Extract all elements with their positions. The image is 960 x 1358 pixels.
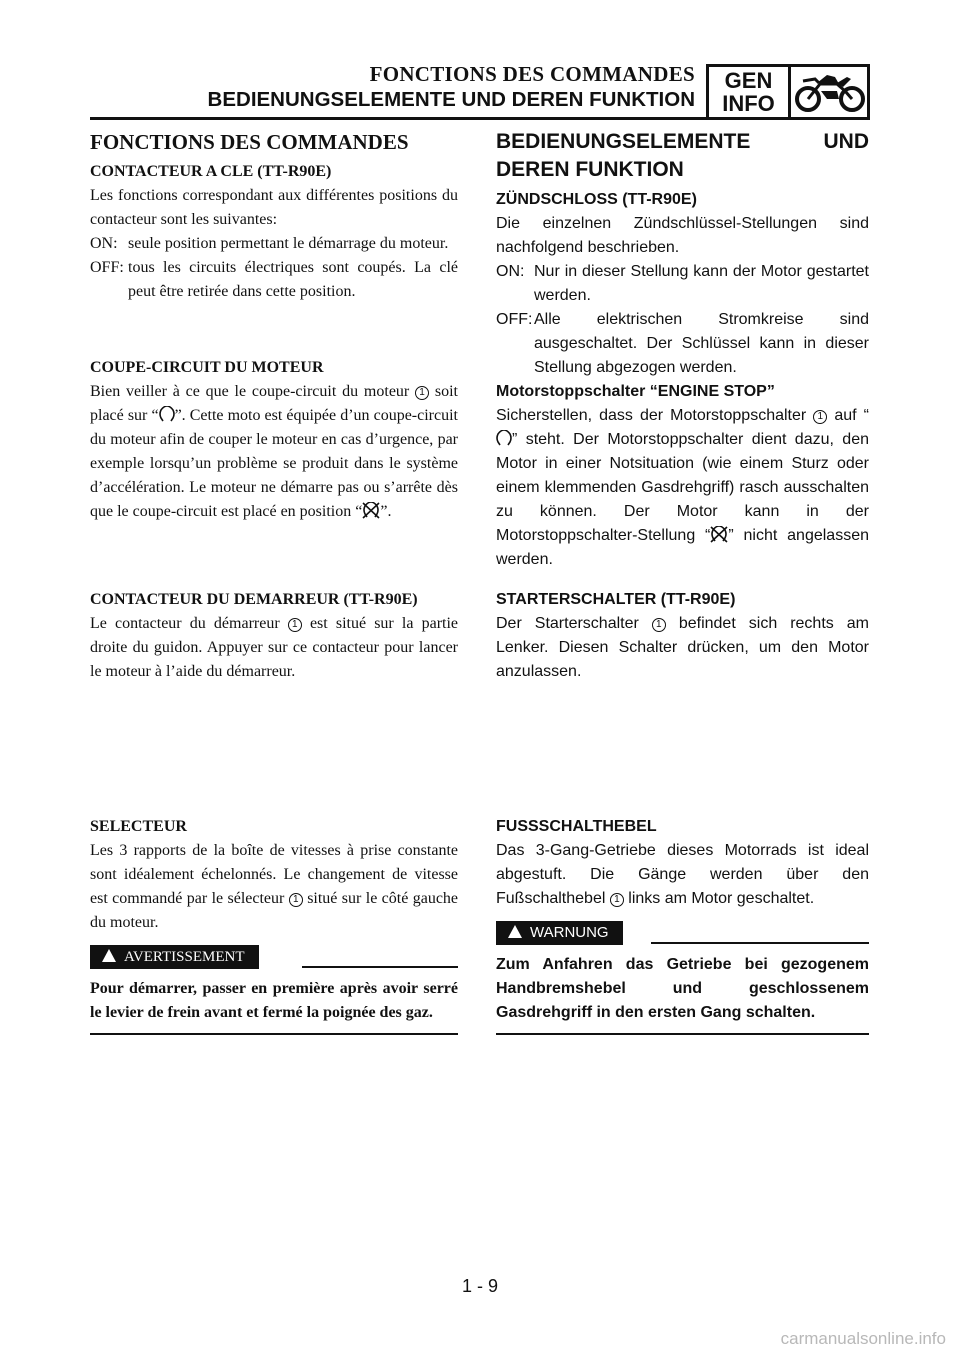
de-s2-heading: Motorstoppschalter “ENGINE STOP”: [496, 383, 775, 400]
de-main-title: BEDIENUNGSELEMENTE UND DEREN FUNKTION: [496, 130, 869, 181]
de-off-key: OFF:: [496, 311, 533, 328]
fr-s4-text: [90, 839, 458, 935]
de-section-3: [496, 588, 869, 684]
fr-off-text: tous les circuits électriques sont coupés. La clé peut être retirée dans cette position.: [128, 259, 458, 300]
fr-warning-line: [302, 966, 458, 968]
engine-run-icon: [159, 406, 175, 423]
badge-line-2: INFO: [722, 91, 775, 116]
watermark: carmanualsonline.info: [780, 1329, 946, 1348]
de-on-key: ON:: [496, 263, 525, 280]
fr-s3-t2: est situé sur la partie droite du guidon. Appuyer sur ce contacteur pour lancer le moteur à l’aide du démarreur.: [90, 615, 459, 680]
de-s2-t3: ” steht. Der Motorstoppschalter dient dazu, den Motor in einer Notsituation (wie einem Sturz oder einem klemmenden Gasdrehgriff) rasch ausschalten zu können. Der Motor kann in der Motorstoppschalter-Stellung “: [496, 431, 869, 544]
warning-triangle-icon: [102, 949, 116, 962]
gen-info-badge: [706, 64, 870, 120]
de-warning-line: [651, 942, 869, 944]
de-s2-text: [496, 404, 869, 572]
de-s1-on: [496, 260, 869, 308]
de-section-1: [496, 128, 869, 572]
fr-section-2: [90, 356, 458, 524]
de-section-4: [496, 815, 869, 1035]
header-title-fr: FONCTIONS DES COMMANDES: [369, 62, 695, 86]
callout-number: 1: [813, 410, 827, 424]
fr-warning-label-text: AVERTISSEMENT: [124, 949, 245, 965]
fr-s1-intro: Les fonctions correspondant aux différentes positions du contacteur sont les suivantes:: [90, 187, 458, 228]
fr-s4-t2: situé sur le côté gauche du moteur.: [90, 890, 459, 931]
fr-s3-t1: Le contacteur du démarreur: [90, 615, 280, 632]
callout-number: 1: [289, 893, 303, 907]
fr-s1-heading: CONTACTEUR A CLE (TT-R90E): [90, 163, 332, 180]
fr-s2-t1: Bien veiller à ce que le coupe-circuit du moteur: [90, 383, 410, 400]
fr-warning-label: [90, 945, 259, 969]
fr-warning-text: Pour démarrer, passer en première après avoir serré le levier de frein avant et fermé la poignée des gaz.: [90, 977, 458, 1035]
warning-triangle-icon: [508, 925, 522, 938]
fr-s4-t1: Les 3 rapports de la boîte de vitesses à prise constante sont idéalement échelonnés. Le changement de vitesse est commandé par le sélecteur: [90, 842, 458, 907]
fr-s2-t3: ”. Cette moto est équipée d’un coupe-circuit du moteur afin de couper le moteur en cas d’urgence, par exemple lorsqu’un problème se produit dans le système d’accélération. Le moteur ne démarre pas ou s’arrête dès que le coupe-circuit est placé en position “: [90, 407, 459, 520]
fr-section-4: [90, 815, 458, 1035]
badge-line-1: GEN: [724, 68, 773, 93]
callout-number: 1: [288, 618, 302, 632]
callout-number: 1: [415, 386, 429, 400]
de-warning-text: Zum Anfahren das Getriebe bei gezogenem Handbremshebel und geschlossenem Gasdrehgriff in den ersten Gang schalten.: [496, 953, 869, 1035]
fr-section-1: [90, 128, 458, 304]
de-on-text: Nur in dieser Stellung kann der Motor gestartet werden.: [534, 263, 869, 304]
de-s4-heading: FUSSSCHALTHEBEL: [496, 818, 657, 835]
de-warning-label-text: WARNUNG: [530, 924, 609, 941]
fr-s2-t4: ”.: [380, 503, 392, 520]
fr-s2-t2: soit placé sur “: [90, 383, 458, 424]
engine-run-icon: [496, 430, 512, 447]
de-warning-label: [496, 921, 623, 945]
de-s3-t2: befindet sich rechts am Lenker. Diesen Schalter drücken, um den Motor anzulassen.: [496, 615, 870, 680]
fr-warning-bar: [90, 945, 458, 969]
de-s3-text: [496, 612, 869, 684]
fr-s3-heading: CONTACTEUR DU DEMARREUR (TT-R90E): [90, 591, 418, 608]
fr-s1-on: [90, 232, 458, 256]
fr-off-key: OFF:: [90, 259, 124, 276]
header-title-de: BEDIENUNGSELEMENTE UND DEREN FUNKTION: [207, 88, 695, 111]
fr-s3-text: [90, 612, 458, 684]
motorcycle-icon: [793, 69, 867, 115]
engine-stop-icon: [710, 526, 728, 543]
de-s3-heading: STARTERSCHALTER (TT-R90E): [496, 591, 736, 608]
fr-main-title: FONCTIONS DES COMMANDES: [90, 130, 409, 154]
fr-on-key: ON:: [90, 235, 118, 252]
de-s2-t4: ” nicht angelassen werden.: [496, 527, 870, 568]
de-s4-text: [496, 839, 869, 911]
de-s2-t1: Sicherstellen, dass der Motorstoppschalter: [496, 407, 807, 424]
gen-info-label: [709, 67, 791, 117]
fr-s1-off: [90, 256, 458, 304]
engine-stop-icon: [362, 502, 380, 519]
fr-s2-heading: COUPE-CIRCUIT DU MOTEUR: [90, 359, 324, 376]
callout-number: 1: [610, 893, 624, 907]
fr-on-text: seule position permettant le démarrage du moteur.: [128, 235, 449, 252]
de-s1-heading: ZÜNDSCHLOSS (TT-R90E): [496, 191, 697, 208]
de-s4-t2: links am Motor geschaltet.: [628, 890, 815, 907]
de-s1-intro: Die einzelnen Zündschlüssel-Stellungen sind nachfolgend beschrieben.: [496, 215, 869, 256]
page-number: 1 - 9: [461, 1276, 499, 1296]
de-s3-t1: Der Starterschalter: [496, 615, 639, 632]
de-s2-t2: auf “: [834, 407, 869, 424]
fr-section-3: [90, 588, 458, 684]
de-s4-t1: Das 3-Gang-Getriebe dieses Motorrads ist ideal abgestuft. Die Gänge werden über den Fußschalthebel: [496, 842, 869, 907]
fr-s4-heading: SELECTEUR: [90, 818, 187, 835]
de-warning-bar: [496, 921, 869, 945]
fr-s2-text: [90, 380, 458, 524]
callout-number: 1: [652, 618, 666, 632]
de-s1-off: [496, 308, 869, 380]
de-off-text: Alle elektrischen Stromkreise sind ausgeschaltet. Der Schlüssel kann in dieser Stellung abgezogen werden.: [534, 311, 869, 376]
